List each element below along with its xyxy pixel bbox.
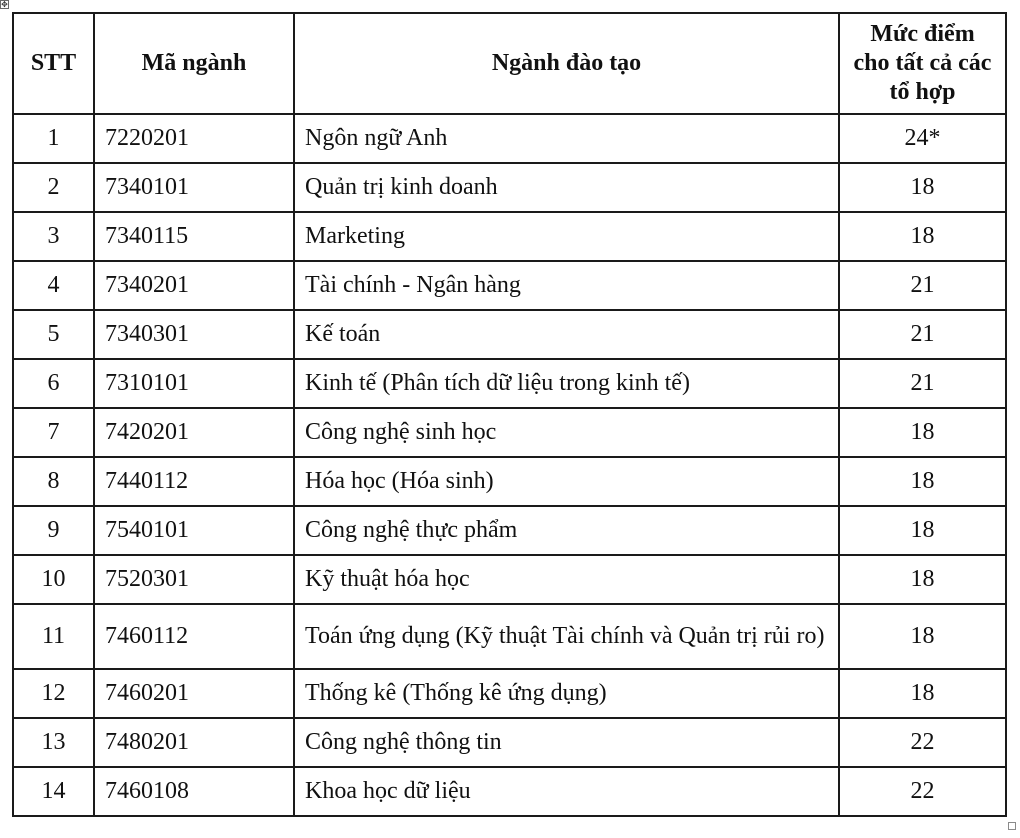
table-row: [13, 261, 1006, 310]
table-move-handle-icon[interactable]: ✥: [1, 0, 8, 9]
cell-score: 22: [839, 767, 1006, 816]
cell-name: Ngôn ngữ Anh: [294, 114, 839, 163]
table-row: [13, 408, 1006, 457]
cell-score: 18: [839, 457, 1006, 506]
cell-stt: 14: [13, 767, 94, 816]
cell-name: Quản trị kinh doanh: [294, 163, 839, 212]
table-row: [13, 359, 1006, 408]
table-resize-handle-icon[interactable]: [1008, 822, 1016, 830]
cell-name: Kế toán: [294, 310, 839, 359]
table-row: [13, 310, 1006, 359]
cell-stt: 8: [13, 457, 94, 506]
header-name: Ngành đào tạo: [294, 13, 839, 114]
cell-score: 18: [839, 669, 1006, 718]
table-row: [13, 114, 1006, 163]
cell-code: 7340101: [94, 163, 294, 212]
table-row: [13, 457, 1006, 506]
cell-name: Kỹ thuật hóa học: [294, 555, 839, 604]
cell-name: Hóa học (Hóa sinh): [294, 457, 839, 506]
cell-score: 22: [839, 718, 1006, 767]
table-row: [13, 718, 1006, 767]
cell-code: 7540101: [94, 506, 294, 555]
cell-name: Toán ứng dụng (Kỹ thuật Tài chính và Quản trị rủi ro): [294, 604, 839, 669]
cell-code: 7340201: [94, 261, 294, 310]
header-code: Mã ngành: [94, 13, 294, 114]
cell-stt: 3: [13, 212, 94, 261]
cell-stt: 13: [13, 718, 94, 767]
cell-score: 24*: [839, 114, 1006, 163]
cell-name: Tài chính - Ngân hàng: [294, 261, 839, 310]
cell-stt: 12: [13, 669, 94, 718]
table-row: [13, 767, 1006, 816]
cell-stt: 4: [13, 261, 94, 310]
cell-score: 21: [839, 261, 1006, 310]
cell-name: Kinh tế (Phân tích dữ liệu trong kinh tế): [294, 359, 839, 408]
cell-score: 18: [839, 506, 1006, 555]
cell-code: 7440112: [94, 457, 294, 506]
cell-code: 7460112: [94, 604, 294, 669]
table-header-row: [13, 13, 1006, 114]
cell-score: 18: [839, 555, 1006, 604]
table-row: [13, 212, 1006, 261]
header-score: Mức điểm cho tất cả các tổ hợp: [839, 13, 1006, 114]
table-row: [13, 163, 1006, 212]
table-row: [13, 669, 1006, 718]
cell-name: Công nghệ sinh học: [294, 408, 839, 457]
cell-score: 18: [839, 604, 1006, 669]
cell-stt: 6: [13, 359, 94, 408]
cell-name: Công nghệ thực phẩm: [294, 506, 839, 555]
cell-code: 7310101: [94, 359, 294, 408]
cell-stt: 10: [13, 555, 94, 604]
cell-code: 7340115: [94, 212, 294, 261]
cell-code: 7460108: [94, 767, 294, 816]
cell-stt: 7: [13, 408, 94, 457]
table-row: [13, 555, 1006, 604]
cell-stt: 11: [13, 604, 94, 669]
cell-code: 7460201: [94, 669, 294, 718]
cell-code: 7340301: [94, 310, 294, 359]
cell-name: Marketing: [294, 212, 839, 261]
cell-stt: 5: [13, 310, 94, 359]
cell-name: Khoa học dữ liệu: [294, 767, 839, 816]
cell-stt: 1: [13, 114, 94, 163]
cell-code: 7520301: [94, 555, 294, 604]
cell-name: Công nghệ thông tin: [294, 718, 839, 767]
cell-name: Thống kê (Thống kê ứng dụng): [294, 669, 839, 718]
cell-stt: 9: [13, 506, 94, 555]
cell-score: 21: [839, 359, 1006, 408]
cell-code: 7420201: [94, 408, 294, 457]
cell-stt: 2: [13, 163, 94, 212]
cell-score: 21: [839, 310, 1006, 359]
cell-score: 18: [839, 408, 1006, 457]
cell-code: 7480201: [94, 718, 294, 767]
cell-score: 18: [839, 212, 1006, 261]
cell-score: 18: [839, 163, 1006, 212]
cell-code: 7220201: [94, 114, 294, 163]
admission-scores-table: [12, 12, 1007, 817]
table-row: [13, 506, 1006, 555]
table-row: [13, 604, 1006, 669]
header-stt: STT: [13, 13, 94, 114]
